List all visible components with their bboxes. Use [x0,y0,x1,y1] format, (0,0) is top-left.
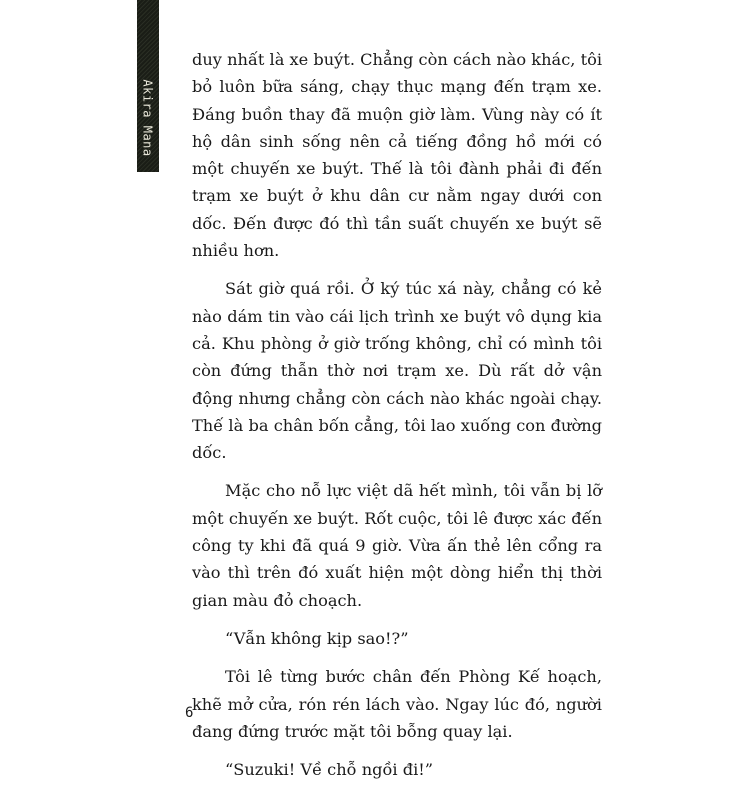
dialogue-line: “Vẫn không kịp sao!?” [225,628,409,648]
author-name: Akira Mana [141,79,155,157]
paragraph: Mặc cho nỗ lực việt dã hết mình, tôi vẫn bị lỡ một chuyến xe buýt. Rốt cuộc, tôi lê được xác đến công ty khi đã quá 9 giờ. Vừa ấn thẻ lên cổng ra vào thì trên đó xuất hiện một dòng hiển thị thời gian màu đỏ choạch. [192,481,602,610]
dialogue-line: “Suzuki! Về chỗ ngồi đi!” [225,760,434,780]
running-head-author [137,70,159,166]
paragraph: Tôi lê từng bước chân đến Phòng Kế hoạch, khẽ mở cửa, rón rén lách vào. Ngay lúc đó, người đang đứng trước mặt tôi bỗng quay lại. [192,667,602,741]
paragraph: Sát giờ quá rồi. Ở ký túc xá này, chẳng có kẻ nào dám tin vào cái lịch trình xe buýt vô dụng kia cả. Khu phòng ở giờ trống không, chỉ có mình tôi còn đứng thẫn thờ nơi trạm xe. Dù rất dở vận động nhưng chẳng còn cách nào khác ngoài chạy. Thế là ba chân bốn cẳng, tôi lao xuống con đường dốc. [192,279,602,463]
paragraph: duy nhất là xe buýt. Chẳng còn cách nào khác, tôi bỏ luôn bữa sáng, chạy thục mạng đến trạm xe. Đáng buồn thay đã muộn giờ làm. Vùng này có ít hộ dân sinh sống nên cả tiếng đồng hồ mới có một chuyến xe buýt. Thế là tôi đành phải đi đến trạm xe buýt ở khu dân cư nằm ngay dưới con dốc. Đến được đó thì tần suất chuyến xe buýt sẽ nhiều hơn. [192,50,602,261]
body-text [192,46,602,794]
page-number: 6 [185,705,194,721]
